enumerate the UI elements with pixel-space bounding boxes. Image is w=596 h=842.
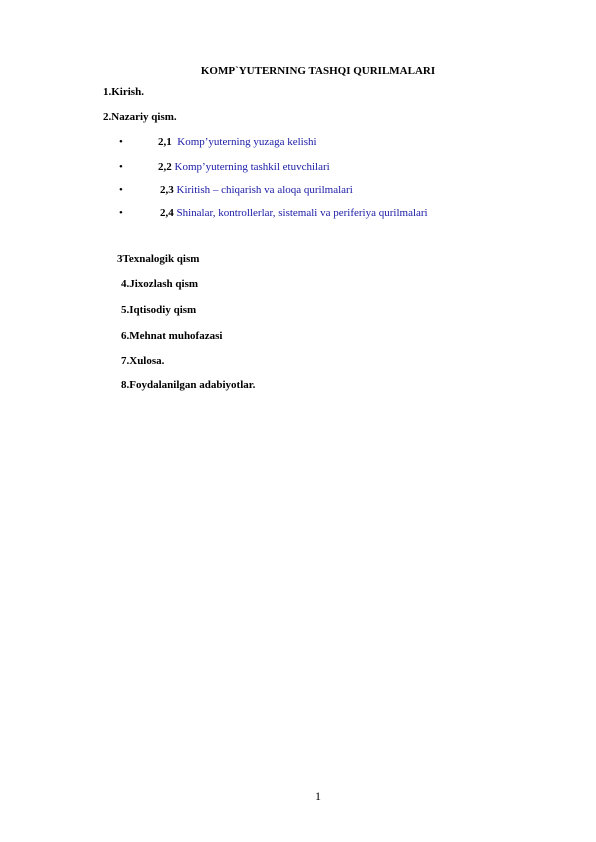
subsection-link[interactable]: Shinalar, kontrollerlar, sistemali va periferiya qurilmalari (176, 207, 428, 219)
page-number: 1 (315, 789, 321, 803)
document-title: KOMP`YUTERNING TASHQI QURILMALARI (200, 65, 436, 77)
bullet-icon: • (119, 207, 123, 219)
bullet-icon: • (119, 161, 123, 173)
subsection-link[interactable]: Komp’yuterning tashkil etuvchilari (174, 161, 330, 173)
subsection-number: 2,2 (158, 161, 172, 173)
bullet-icon: • (119, 136, 123, 148)
subsection-number: 2,4 (160, 207, 174, 219)
part-mehnat: 6.Mehnat muhofazasi (121, 330, 223, 342)
subsection-number: 2,3 (160, 184, 174, 196)
bullet-icon: • (119, 184, 123, 196)
part-adabiyotlar: 8.Foydalanilgan adabiyotlar. (121, 379, 256, 391)
section-nazariy: 2.Nazariy qism. (103, 111, 177, 123)
part-iqtisodiy: 5.Iqtisodiy qism (121, 304, 197, 316)
part-jixozlash: 4.Jixozlash qism (121, 278, 199, 290)
part-texnalogik: 3Texnalogik qism (117, 253, 200, 265)
part-xulosa: 7.Xulosa. (121, 355, 165, 367)
subsection-link[interactable]: Kiritish – chiqarish va aloqa qurilmalari (176, 184, 353, 196)
subsection-link[interactable]: Komp’yuterning yuzaga kelishi (177, 136, 317, 148)
section-kirish: 1.Kirish. (103, 86, 144, 98)
subsection-number: 2,1 (158, 136, 172, 148)
